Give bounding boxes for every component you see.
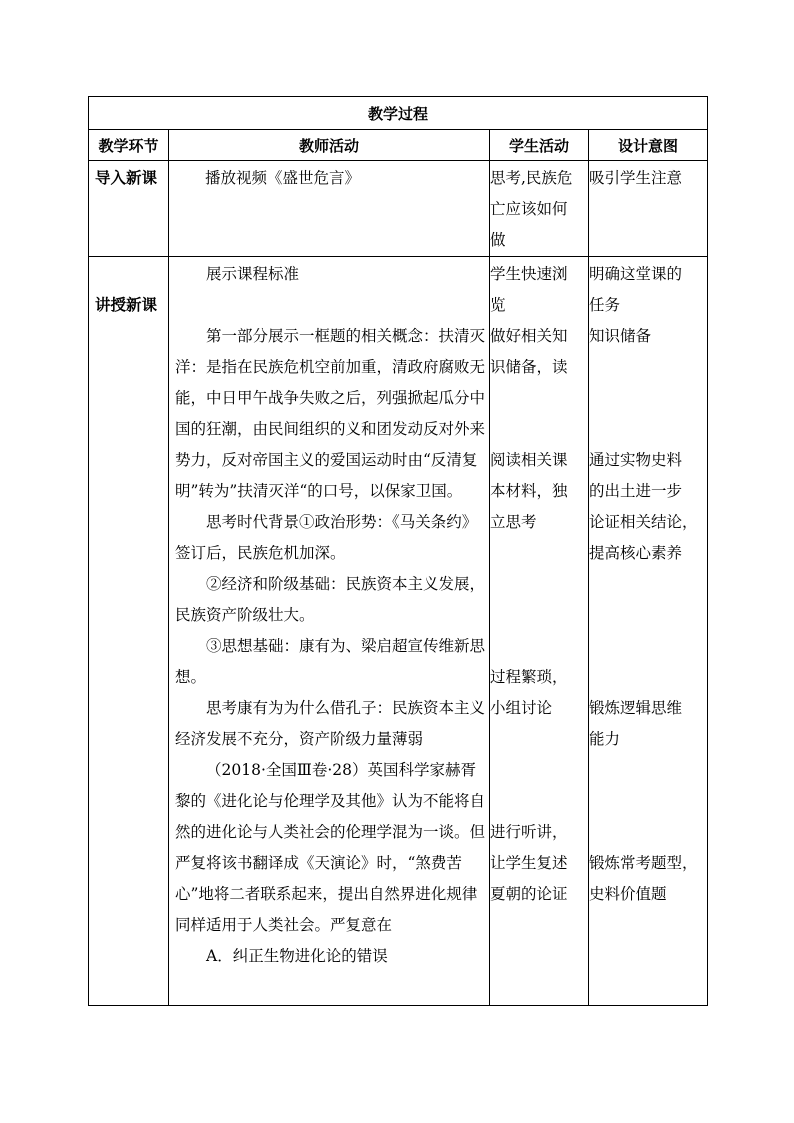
- spacer: [589, 352, 707, 383]
- intent-line: 能力: [589, 730, 621, 748]
- teacher-paragraph: 思考时代背景①政治形势：《马关条约》签订后，民族危机加深。: [175, 513, 478, 562]
- intent-line: 的出土进一步: [589, 482, 683, 500]
- table-row: [89, 257, 708, 1006]
- spacer: [490, 786, 588, 817]
- student-activity-cell: [490, 257, 589, 1006]
- teacher-paragraph: 展示课程标准: [206, 265, 300, 283]
- student-line: 阅读相关课: [490, 451, 568, 469]
- spacer: [490, 600, 588, 631]
- design-intent-cell: [589, 257, 708, 1006]
- stage-label: 讲授新课: [95, 296, 158, 314]
- intent-line: 通过实物史料: [589, 451, 683, 469]
- spacer: [490, 383, 588, 414]
- teacher-paragraph: ②经济和阶级基础：民族资本主义发展，民族资产阶级壮大。: [175, 575, 486, 624]
- student-line: 做: [490, 231, 506, 249]
- student-line: 夏朝的论证: [490, 885, 568, 903]
- header-design-intent: 设计意图: [589, 130, 708, 161]
- spacer: [490, 538, 588, 569]
- teacher-activity-cell: [169, 161, 490, 257]
- teaching-process-table: [88, 96, 708, 1006]
- intent-line: 明确这堂课的: [589, 265, 683, 283]
- header-student-activity: 学生活动: [490, 130, 589, 161]
- spacer: [490, 724, 588, 755]
- spacer: [589, 662, 707, 693]
- intent-line: 提高核心素养: [589, 544, 683, 562]
- student-line: 识储备，读: [490, 358, 568, 376]
- table-title: 教学过程: [89, 97, 708, 130]
- teacher-paragraph: （2018·全国Ⅲ卷·28）英国科学家赫胥黎的《进化论与伦理学及其他》认为不能将自然的进化论与人类社会的伦理学混为一谈。但严复将该书翻译成《天演论》时，“煞费苦心”地将二者联系起来，提出自然界进化规律同样适用于人类社会。严复意在: [175, 761, 486, 934]
- header-row: [89, 130, 708, 161]
- intent-line: 吸引学生注意: [589, 169, 683, 187]
- intent-line: 论证相关结论，: [589, 513, 698, 531]
- spacer: [589, 786, 707, 817]
- student-line: 小组讨论: [490, 699, 553, 717]
- student-activity-cell: [490, 161, 589, 257]
- student-line: 进行听讲，: [490, 823, 568, 841]
- stage-label: 导入新课: [95, 169, 158, 187]
- intent-line: 锻炼常考题型，: [589, 854, 698, 872]
- header-stage: 教学环节: [89, 130, 169, 161]
- spacer: [589, 414, 707, 445]
- spacer: [589, 569, 707, 600]
- teacher-paragraph: ③思想基础：康有为、梁启超宣传维新思想。: [175, 637, 486, 686]
- teacher-paragraph: 思考康有为为什么借孔子：民族资本主义经济发展不充分，资产阶级力量薄弱: [175, 699, 486, 748]
- student-line: 本材料，独: [490, 482, 568, 500]
- student-line: 览: [490, 296, 506, 314]
- student-line: 学生快速浏: [490, 265, 568, 283]
- spacer: [589, 755, 707, 786]
- stage-cell: [89, 257, 169, 1006]
- spacer: [589, 631, 707, 662]
- intent-line: 知识储备: [589, 327, 652, 345]
- intent-line: 锻炼逻辑思维: [589, 699, 683, 717]
- teacher-activity-text: 播放视频《盛世危言》: [205, 169, 361, 187]
- student-line: 过程繁琐，: [490, 668, 568, 686]
- header-teacher-activity: 教师活动: [169, 130, 490, 161]
- table-row: [89, 161, 708, 257]
- teacher-paragraph: A．纠正生物进化论的错误: [206, 947, 388, 965]
- student-line: 思考,民族危: [490, 169, 573, 187]
- stage-cell: [89, 161, 169, 257]
- teacher-paragraph: 第一部分展示一框题的相关概念：扶清灭洋：是指在民族危机空前加重，清政府腐败无能，中日甲午战争失败之后，列强掀起瓜分中国的狂潮，由民间组织的义和团发动反对外来势力，反对帝国主义的爱国运动时由“反清复明”转为”扶清灭洋“的口号，以保家卫国。: [175, 327, 486, 500]
- spacer: [589, 600, 707, 631]
- spacer: [490, 569, 588, 600]
- teacher-activity-cell: [169, 257, 490, 1006]
- student-line: 立思考: [490, 513, 537, 531]
- design-intent-cell: [589, 161, 708, 257]
- student-line: 亡应该如何: [490, 200, 568, 218]
- spacer: [589, 817, 707, 848]
- table-title-row: [89, 97, 708, 130]
- spacer: [589, 383, 707, 414]
- spacer: [490, 414, 588, 445]
- spacer: [490, 631, 588, 662]
- spacer: [175, 290, 485, 321]
- spacer: [490, 755, 588, 786]
- student-line: 让学生复述: [490, 854, 568, 872]
- intent-line: 史料价值题: [589, 885, 667, 903]
- intent-line: 任务: [589, 296, 621, 314]
- student-line: 做好相关知: [490, 327, 568, 345]
